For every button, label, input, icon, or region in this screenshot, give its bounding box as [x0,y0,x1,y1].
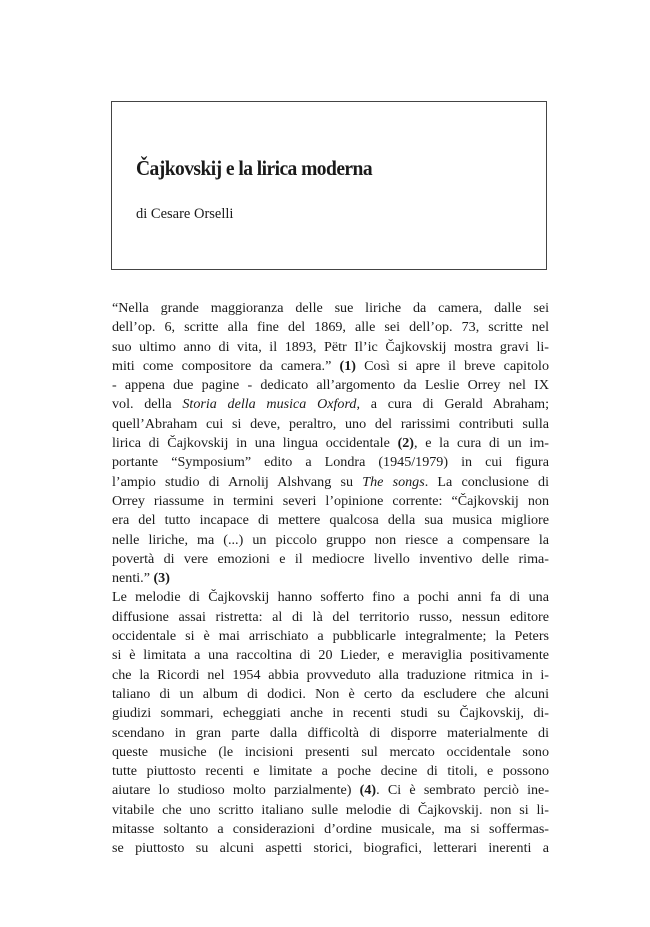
text-run: - appena due pagine - dedicato all’argomento da Leslie Orrey nel IX [112,377,549,394]
text-run: dell’op. 6, scritte alla fine del 1869, alle sei dell’op. 73, scritte nel [112,319,549,336]
text-run: miti come compositore da camera.” [112,357,340,374]
text-line [112,376,549,395]
text-run: povertà di vere emozioni e il mediocre livello inventivo delle rima- [112,550,549,567]
text-line [112,685,549,704]
text-line [112,569,549,588]
article-title: Čajkovskij e la lirica moderna [136,156,373,180]
text-line [112,415,549,434]
text-run: nenti.” [112,570,154,587]
text-line [112,762,549,781]
footnote-ref: (1) [339,357,356,374]
article-author: di Cesare Orselli [136,206,234,222]
text-run: giudizi sommari, echeggiati anche in recenti studi su Čajkovskij, di- [112,705,549,722]
text-run: vitabile che uno scritto italiano sulle melodie di Čajkovskij. non si li- [112,801,549,818]
text-run: si è limitata a una raccoltina di 20 Lieder, e meraviglia positivamente [112,647,549,664]
text-run: tutte piuttosto recenti e limitate a poche decine di titoli, e possono [112,763,549,780]
text-line [112,588,549,607]
text-run: suo ultimo anno di vita, il 1893, Pëtr Il’ic Čajkovskij mostra gravi li- [112,338,549,355]
article-body [112,299,549,859]
text-run: Così si apre il breve capitolo [355,357,549,374]
text-run: mitasse soltanto a considerazioni d’ordine musicale, ma si soffermas- [112,821,549,838]
text-run: Le melodie di Čajkovskij hanno sofferto fino a pochi anni fa di una [112,589,549,606]
text-run: . Ci è sembrato perciò ine- [376,782,550,799]
text-line [112,299,549,318]
text-run: quell’Abraham cui si deve, peraltro, uno del rarissimi contributi sulla [112,415,549,432]
text-run: taliano di un album di dodici. Non è certo da escludere che alcuni [112,685,549,702]
text-run: nelle liriche, ma (...) un piccolo gruppo non riesce a compensare la [112,531,549,548]
text-line [112,666,549,685]
text-line [112,434,549,453]
text-run: Orrey riassume in termini severi l’opinione corrente: “Čajkovskij non [112,492,549,509]
text-line [112,550,549,569]
text-line [112,820,549,839]
text-line [112,338,549,357]
text-run: vol. della [112,396,183,413]
title-box [111,101,547,270]
text-run: portante “Symposium” edito a Londra (1945/1979) in cui figura [112,454,549,471]
text-run: se piuttosto su alcuni aspetti storici, biografici, letterari inerenti a [112,840,549,857]
text-line [112,453,549,472]
text-run: scendano in gran parte dalla difficoltà di disporre materialmente di [112,724,549,741]
text-line [112,531,549,550]
footnote-ref: (4) [359,782,377,799]
text-run: “Nella grande maggioranza delle sue liriche da camera, dalle sei [112,300,549,316]
text-run: occidentale si è mai arrischiato a pubblicarle integralmente; la Peters [112,628,549,645]
text-run: che la Ricordi nel 1954 abbia provveduto alla traduzione ritmica in i- [112,666,549,683]
text-run: queste musiche (le incisioni presenti sul mercato occidentale sono [112,743,549,760]
text-line [112,743,549,762]
italic-title: The songs [362,473,425,490]
text-run: aiutare lo studioso molto parzialmente) [112,782,360,799]
text-run: . La conclusione di [424,473,549,490]
text-line [112,608,549,627]
text-line [112,492,549,511]
text-line [112,839,549,858]
text-run: diffusione assai ristretta: al di là del territorio russo, nessun editore [112,608,549,625]
text-line [112,395,549,414]
text-line [112,704,549,723]
footnote-ref: (2) [397,435,414,452]
text-run: lirica di Čajkovskij in una lingua occidentale [112,435,398,452]
italic-title: Storia della musica Oxford [182,396,357,413]
text-line [112,781,549,800]
text-line [112,801,549,820]
text-run: era del tutto incapace di mettere qualcosa della sua musica migliore [112,512,549,529]
text-run: , a cura di Gerald Abraham; [356,396,549,413]
text-line [112,724,549,743]
footnote-ref: (3) [153,570,170,587]
text-line [112,473,549,492]
text-run: , e la cura di un im- [414,435,549,452]
text-line [112,511,549,530]
text-line [112,318,549,337]
text-line [112,357,549,376]
text-line [112,646,549,665]
text-line [112,627,549,646]
text-run: l’ampio studio di Arnolij Alshvang su [112,473,363,490]
